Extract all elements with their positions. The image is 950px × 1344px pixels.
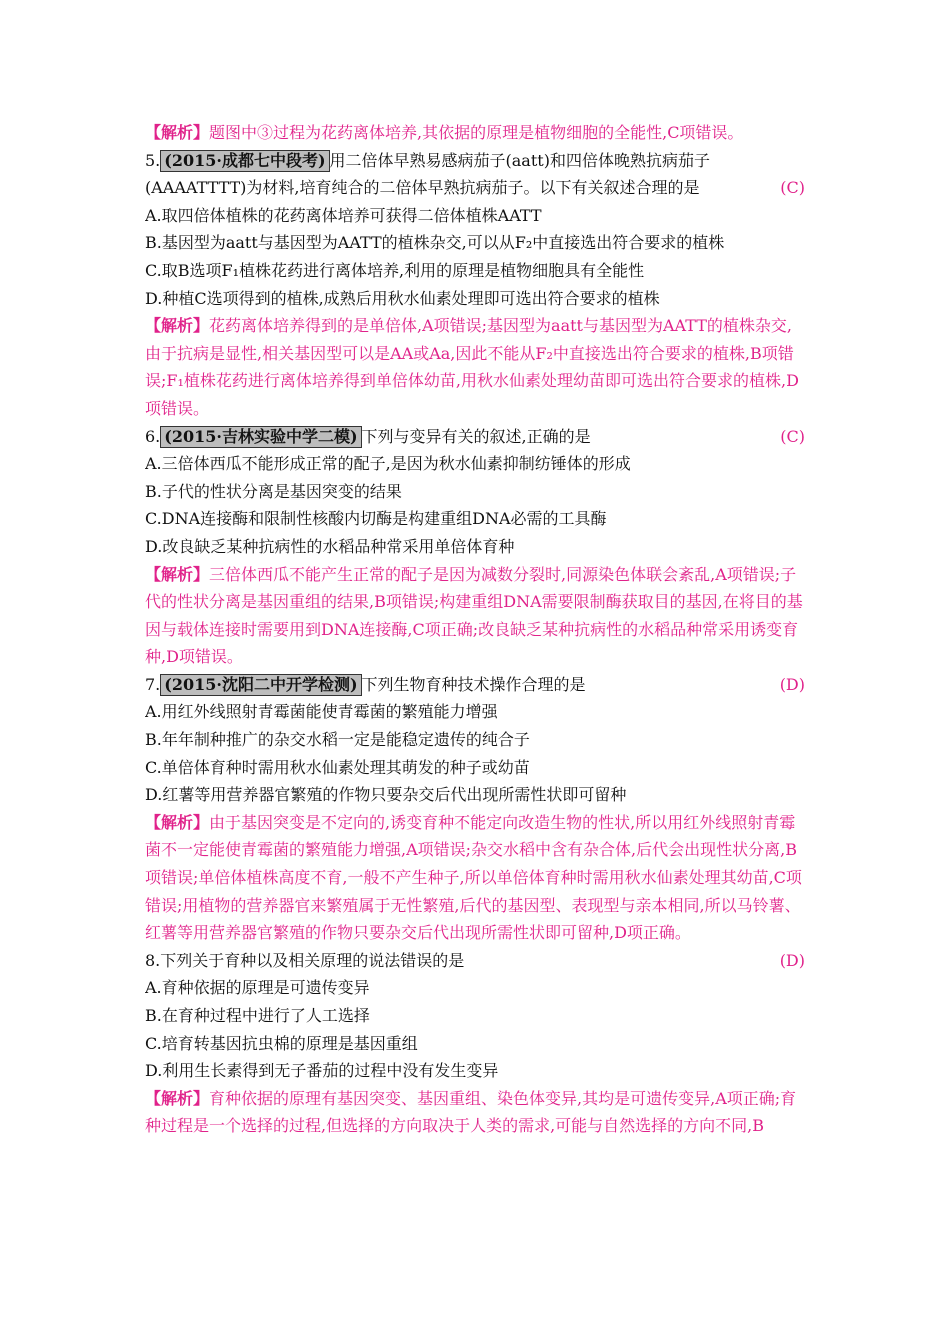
explanation-tag: 【解析】 <box>145 564 210 584</box>
question-number: 5. <box>145 150 161 170</box>
option-d: D.种植C选项得到的植株,成熟后用秋水仙素处理即可选出符合要求的植株 <box>145 288 660 308</box>
explanation-tag: 【解析】 <box>145 812 210 832</box>
answer-mark: (D) <box>779 674 805 694</box>
option-a: A.育种依据的原理是可遗传变异 <box>145 978 370 998</box>
question-7 <box>145 671 805 947</box>
option-c: C.单倍体育种时需用秋水仙素处理其萌发的种子或幼苗 <box>145 757 530 777</box>
option-c: C.DNA连接酶和限制性核酸内切酶是构建重组DNA必需的工具酶 <box>145 509 607 529</box>
question-stem <box>145 423 805 451</box>
document-page <box>145 119 805 1140</box>
option-c: C.取B选项F₁植株花药进行离体培养,利用的原理是植物细胞具有全能性 <box>145 260 645 280</box>
explanation-tag: 【解析】 <box>145 316 210 336</box>
explanation-text: 育种依据的原理有基因突变、基因重组、染色体变异,其均是可遗传变异,A项正确;育种过程是一个选择的过程,但选择的方向取决于人类的需求,可能与自然选择的方向不同,B <box>145 1088 797 1136</box>
option-d: D.改良缺乏某种抗病性的水稻品种常采用单倍体育种 <box>145 536 515 556</box>
explanation-tag: 【解析】 <box>145 123 210 142</box>
question-stem-continued <box>145 174 805 202</box>
answer-mark: (D) <box>779 950 805 970</box>
explanation-tag: 【解析】 <box>145 1088 210 1108</box>
intro-explanation <box>145 119 805 147</box>
question-5 <box>145 147 805 423</box>
explanation <box>145 312 805 422</box>
option-d: D.利用生长素得到无子番茄的过程中没有发生变异 <box>145 1061 499 1081</box>
question-stem <box>145 947 805 975</box>
explanation <box>145 561 805 671</box>
stem-text: 用二倍体早熟易感病茄子(aatt)和四倍体晚熟抗病茄子 <box>329 150 710 170</box>
question-stem <box>145 671 805 699</box>
stem-text: (AAAATTTT)为材料,培育纯合的二倍体早熟抗病茄子。以下有关叙述合理的是 <box>145 178 700 198</box>
option-a: A.取四倍体植株的花药离体培养可获得二倍体植株AATT <box>145 205 542 225</box>
option-d: D.红薯等用营养器官繁殖的作物只要杂交后代出现所需性状即可留种 <box>145 785 627 805</box>
question-number: 6. <box>145 426 161 446</box>
explanation-text: 由于基因突变是不定向的,诱变育种不能定向改造生物的性状,所以用红外线照射青霉菌不一定能使青霉菌的繁殖能力增强,A项错误;杂交水稻中含有杂合体,后代会出现性状分离,B项错误;单倍体植株高度不育,一般不产生种子,所以单倍体育种时需用秋水仙素处理其幼苗,C项错误;用植物的营养器官来繁殖属于无性繁殖,后代的基因型、表现型与亲本相同,所以马铃薯、红薯等用营养器官繁殖的作物只要杂交后代出现所需性状即可留种,D项正确。 <box>145 812 802 943</box>
option-a: A.用红外线照射青霉菌能使青霉菌的繁殖能力增强 <box>145 702 498 722</box>
option-a: A.三倍体西瓜不能形成正常的配子,是因为秋水仙素抑制纺锤体的形成 <box>145 454 631 474</box>
explanation <box>145 1085 805 1140</box>
stem-text: 下列与变异有关的叙述,正确的是 <box>361 426 591 446</box>
source-badge: (2015·吉林实验中学二模) <box>160 426 361 448</box>
question-number: 7. <box>145 674 161 694</box>
option-b: B.子代的性状分离是基因突变的结果 <box>145 481 402 501</box>
question-stem <box>145 147 805 175</box>
explanation-text: 题图中③过程为花药离体培养,其依据的原理是植物细胞的全能性,C项错误。 <box>209 123 744 142</box>
explanation-text: 花药离体培养得到的是单倍体,A项错误;基因型为aatt与基因型为AATT的植株杂交,由于抗病是显性,相关基因型可以是AA或Aa,因此不能从F₂中直接选出符合要求的植株,B项错误;F₁植株花药进行离体培养得到单倍体幼苗,用秋水仙素处理幼苗即可选出符合要求的植株,D项错误。 <box>145 316 799 418</box>
stem-text: 下列关于育种以及相关原理的说法错误的是 <box>160 950 465 970</box>
option-b: B.年年制种推广的杂交水稻一定是能稳定遗传的纯合子 <box>145 730 530 750</box>
explanation-text: 三倍体西瓜不能产生正常的配子是因为减数分裂时,同源染色体联会紊乱,A项错误;子代的性状分离是基因重组的结果,B项错误;构建重组DNA需要限制酶获取目的基因,在将目的基因与载体连接时需要用到DNA连接酶,C项正确;改良缺乏某种抗病性的水稻品种常采用诱变育种,D项错误。 <box>145 564 803 667</box>
explanation <box>145 809 805 947</box>
option-c: C.培育转基因抗虫棉的原理是基因重组 <box>145 1033 418 1053</box>
answer-mark: (C) <box>780 178 805 198</box>
question-number: 8. <box>145 950 161 970</box>
question-6 <box>145 423 805 671</box>
answer-mark: (C) <box>780 426 805 446</box>
source-badge: (2015·成都七中段考) <box>160 150 329 172</box>
option-b: B.在育种过程中进行了人工选择 <box>145 1006 370 1025</box>
question-8 <box>145 947 805 1140</box>
source-badge: (2015·沈阳二中开学检测) <box>160 674 361 696</box>
option-b: B.基因型为aatt与基因型为AATT的植株杂交,可以从F₂中直接选出符合要求的植株 <box>145 233 725 253</box>
stem-text: 下列生物育种技术操作合理的是 <box>361 674 586 694</box>
